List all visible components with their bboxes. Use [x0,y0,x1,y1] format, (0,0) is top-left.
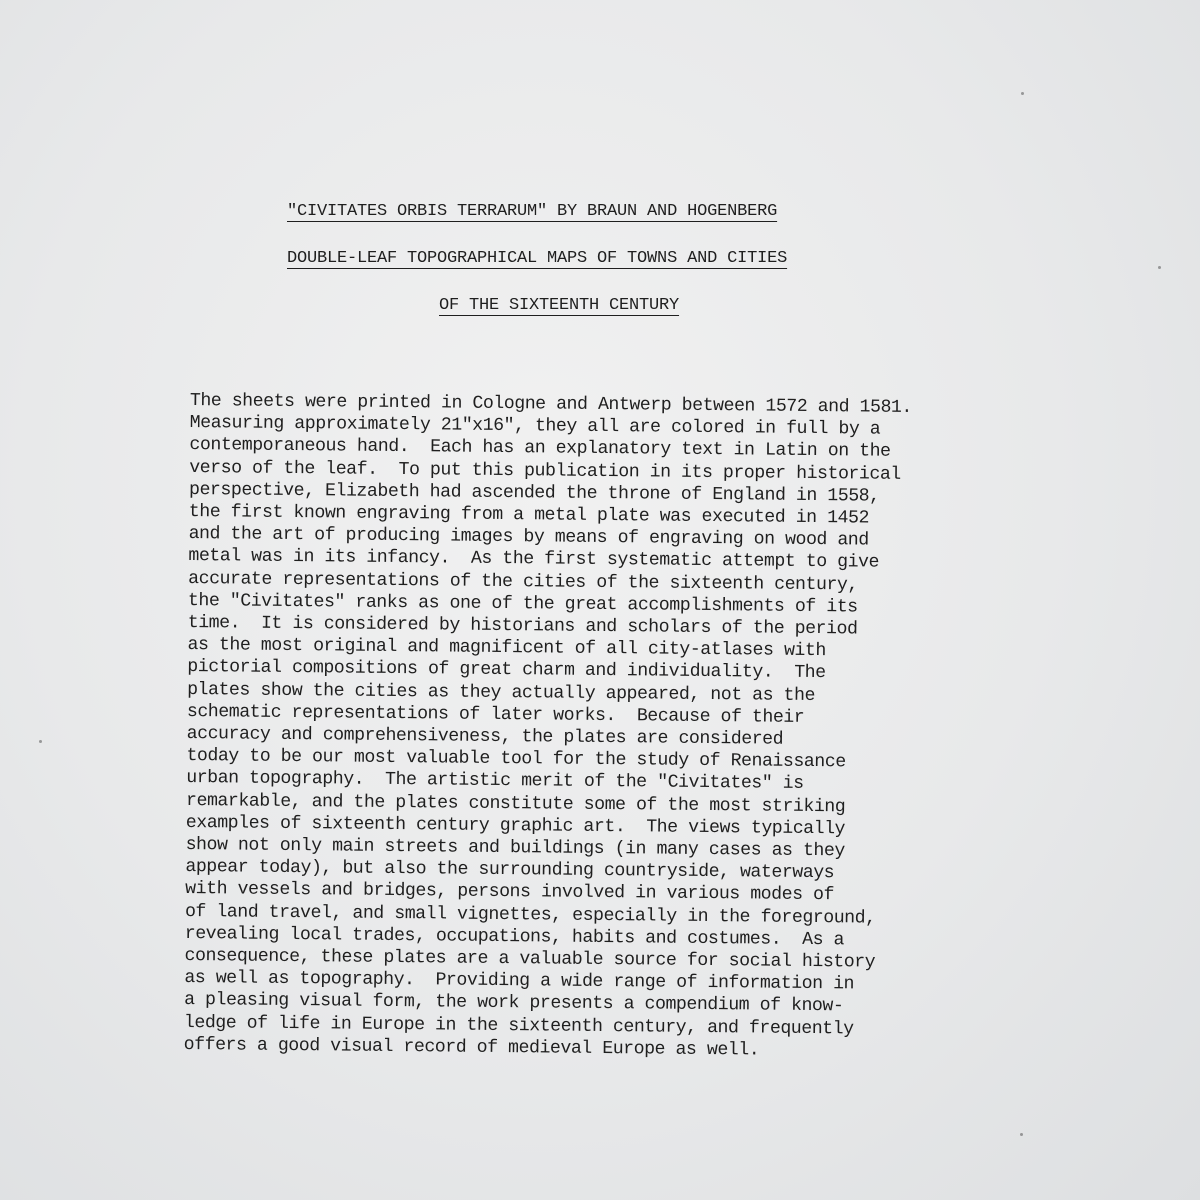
body-line-30: offers a good visual record of medieval Europe as well. [183,1034,760,1061]
paper-speck [39,740,42,743]
paper-speck [1158,266,1161,269]
body-line-14: plates show the cities as they actually appeared, not as the [187,679,816,706]
body-line-5: perspective, Elizabeth had ascended the throne of England in 1558, [188,479,880,507]
body-line-23: with vessels and bridges, persons involved in various modes of [185,879,835,906]
body-line-2: Measuring approximately 21"x16", they all are colored in full by a [189,413,881,440]
body-line-8: metal was in its infancy. As the first systematic attempt to give [188,546,880,574]
body-line-13: pictorial compositions of great charm and individuality. The [187,657,826,684]
body-line-21: show not only main streets and buildings (in many cases as they [185,835,845,862]
title-line-2: DOUBLE-LEAF TOPOGRAPHICAL MAPS OF TOWNS AND CITIES [287,249,788,268]
body-line-9: accurate representations of the cities of the sixteenth century, [188,568,858,596]
title-line-1: "CIVITATES ORBIS TERRARUM" BY BRAUN AND HOGENBERG [287,202,778,221]
body-line-19: remarkable, and the plates constitute some of the most striking [185,790,846,817]
body-line-10: the "Civitates" ranks as one of the great accomplishments of its [187,590,858,618]
body-line-27: as well as topography. Providing a wide range of information in [184,968,855,995]
body-line-18: urban topography. The artistic merit of the "Civitates" is [186,768,804,795]
body-paragraph [184,390,990,1064]
body-line-7: and the art of producing images by means of engraving on wood and [188,524,869,551]
body-line-22: appear today), but also the surrounding countryside, waterways [185,857,835,884]
body-line-1: The sheets were printed in Cologne and Antwerp between 1572 and 1581. [189,390,913,418]
paper-speck [1021,92,1024,95]
paper-speck [1020,1133,1023,1136]
body-line-20: examples of sixteenth century graphic art. The views typically [185,812,846,840]
body-line-15: schematic representations of later works. Because of their [186,701,805,728]
body-line-17: today to be our most valuable tool for the study of Renaissance [186,746,846,773]
body-line-24: of land travel, and small vignettes, especially in the foreground, [184,901,876,929]
body-line-12: as the most original and magnificent of all city-atlases with [187,635,826,662]
title-line-3: OF THE SIXTEENTH CENTURY [439,296,680,315]
body-line-11: time. It is considered by historians and scholars of the period [187,613,858,640]
body-line-4: verso of the leaf. To put this publication in its proper historical [189,457,901,485]
body-line-28: a pleasing visual form, the work presents a compendium of know- [184,990,844,1017]
body-line-3: contemporaneous hand. Each has an explanatory text in Latin on the [189,435,891,463]
body-line-26: consequence, these plates are a valuable source for social history [184,946,876,973]
body-line-25: revealing local trades, occupations, habits and costumes. As a [184,923,845,951]
body-line-29: ledge of life in Europe in the sixteenth century, and frequently [183,1012,854,1040]
body-line-6: the first known engraving from a metal plate was executed in 1452 [188,502,870,529]
body-line-16: accuracy and comprehensiveness, the plates are considered [186,724,784,750]
